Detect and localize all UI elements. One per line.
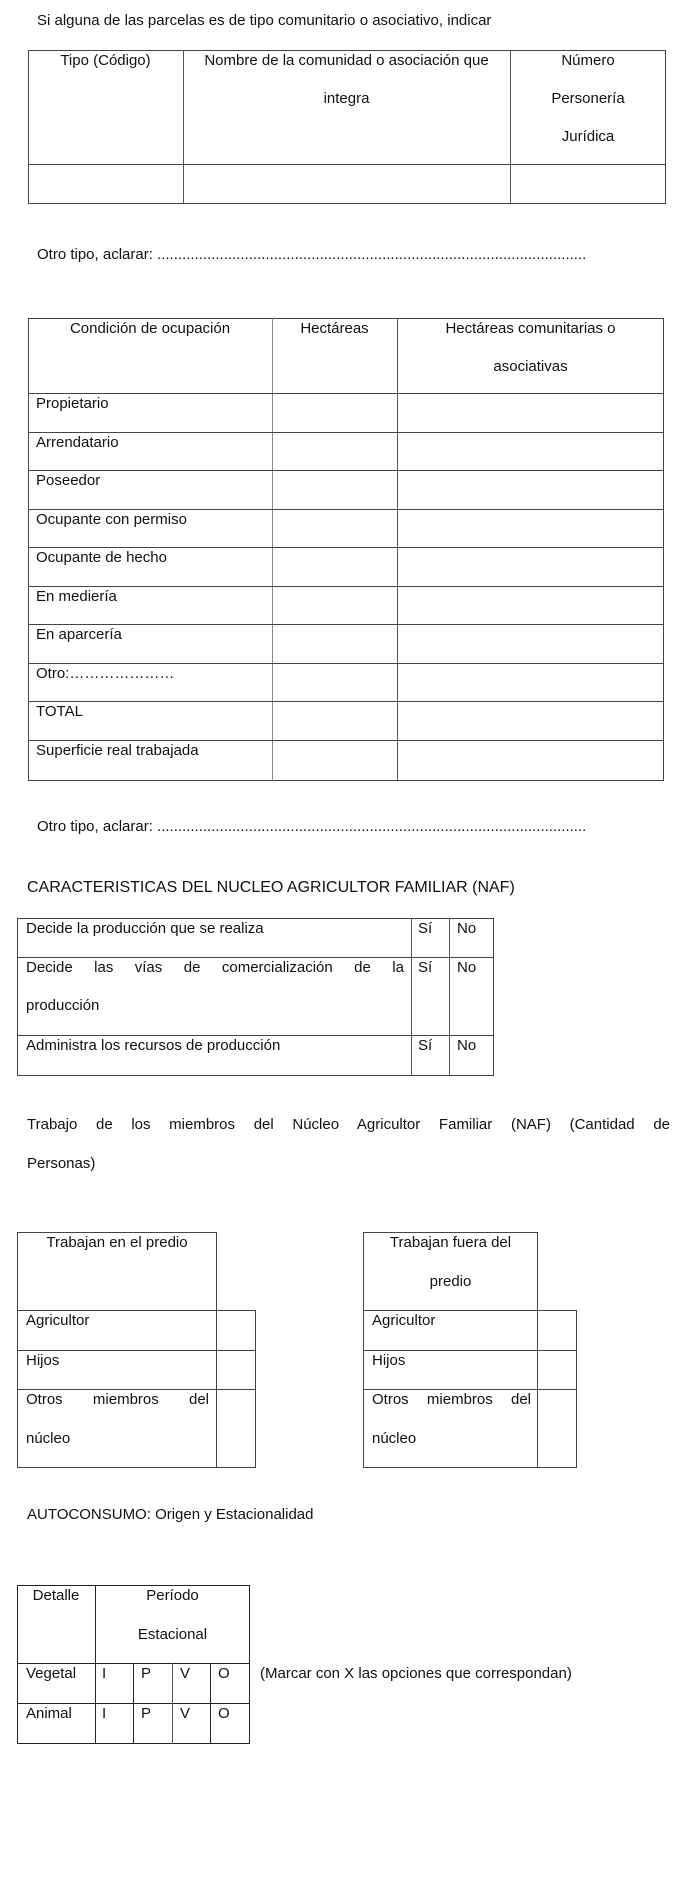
row-label-aparceria: En aparcería bbox=[36, 626, 122, 643]
row-divider bbox=[28, 547, 664, 548]
row-label-poseedor: Poseedor bbox=[36, 472, 101, 489]
col-divider bbox=[411, 918, 412, 1076]
outside-header-line1: Trabajan fuera del bbox=[389, 1234, 512, 1251]
row-label-animal: Animal bbox=[26, 1705, 72, 1722]
inside-hijos-count-input[interactable] bbox=[218, 1351, 255, 1388]
no-option[interactable]: No bbox=[457, 1037, 477, 1054]
header-periodo-line2: Estacional bbox=[137, 1626, 208, 1643]
outside-row-hijos: Hijos bbox=[372, 1352, 406, 1369]
row-label-otro[interactable]: Otro:………………… bbox=[36, 665, 175, 682]
row-divider bbox=[28, 432, 664, 433]
work-intro-line1: Trabajo de los miembros del Núcleo Agricultor Familiar (NAF) (Cantidad de bbox=[27, 1116, 670, 1133]
community-other-type[interactable]: Otro tipo, aclarar: ....................................................................................................... bbox=[37, 246, 587, 263]
inside-otros-count-input[interactable] bbox=[218, 1390, 255, 1467]
col-divider bbox=[210, 1663, 211, 1744]
row-divider bbox=[28, 586, 664, 587]
autoconsumo-title: AUTOCONSUMO: Origen y Estacionalidad bbox=[27, 1506, 314, 1523]
community-intro: Si alguna de las parcelas es de tipo comunitario o asociativo, indicar bbox=[37, 12, 492, 29]
row-label-vegetal: Vegetal bbox=[26, 1665, 77, 1682]
naf-row-decide-vias-line2: producción bbox=[26, 997, 100, 1014]
naf-row-decide-produccion: Decide la producción que se realiza bbox=[26, 920, 264, 937]
no-option[interactable]: No bbox=[457, 959, 477, 976]
row-divider bbox=[17, 957, 494, 958]
row-label-superficie: Superficie real trabajada bbox=[36, 742, 199, 759]
header-nombre-line1: Nombre de la comunidad o asociación que bbox=[204, 52, 489, 69]
outside-row-agricultor: Agricultor bbox=[372, 1312, 436, 1329]
inside-row-hijos: Hijos bbox=[26, 1352, 60, 1369]
col-divider bbox=[172, 1663, 173, 1744]
outside-header-line2: predio bbox=[429, 1273, 472, 1290]
header-nombre-line2: integra bbox=[323, 90, 370, 107]
cell-tipo-input[interactable] bbox=[29, 165, 183, 203]
row-label-arrendatario: Arrendatario bbox=[36, 434, 119, 451]
col-divider bbox=[449, 918, 450, 1076]
animal-season-primavera[interactable]: P bbox=[141, 1705, 152, 1722]
col-divider bbox=[397, 318, 398, 781]
row-divider bbox=[28, 509, 664, 510]
outside-agricultor-count-input[interactable] bbox=[539, 1311, 576, 1349]
row-divider bbox=[28, 470, 664, 471]
outside-otros-count-input[interactable] bbox=[539, 1390, 576, 1467]
row-divider bbox=[28, 393, 664, 394]
header-numero-line1: Número bbox=[561, 52, 615, 69]
vegetal-season-primavera[interactable]: P bbox=[141, 1665, 152, 1682]
row-label-total: TOTAL bbox=[36, 703, 83, 720]
row-divider bbox=[17, 1035, 494, 1036]
header-comunitarias-line2: asociativas bbox=[493, 358, 568, 375]
animal-season-otono[interactable]: O bbox=[218, 1705, 230, 1722]
outside-hijos-count-input[interactable] bbox=[539, 1351, 576, 1388]
cell-numero-input[interactable] bbox=[511, 165, 666, 203]
outside-row-otros-line2: núcleo bbox=[372, 1430, 417, 1447]
naf-row-administra: Administra los recursos de producción bbox=[26, 1037, 281, 1054]
vegetal-season-invierno[interactable]: I bbox=[102, 1665, 107, 1682]
work-intro-line2: Personas) bbox=[27, 1155, 96, 1172]
col-divider bbox=[272, 318, 273, 781]
vegetal-season-otono[interactable]: O bbox=[218, 1665, 230, 1682]
row-label-propietario: Propietario bbox=[36, 395, 109, 412]
header-periodo-line1: Período bbox=[146, 1587, 199, 1604]
row-divider bbox=[28, 701, 664, 702]
naf-row-decide-vias-line1: Decide las vías de comercialización de la bbox=[26, 959, 404, 976]
header-condicion: Condición de ocupación bbox=[69, 320, 231, 337]
header-comunitarias-line1: Hectáreas comunitarias o bbox=[445, 320, 616, 337]
outside-row-otros-line1: Otros miembros del bbox=[372, 1391, 531, 1408]
inside-row-otros-line2: núcleo bbox=[26, 1430, 71, 1447]
inside-agricultor-count-input[interactable] bbox=[218, 1311, 255, 1349]
row-label-ocupante-permiso: Ocupante con permiso bbox=[36, 511, 187, 528]
row-label-medieria: En mediería bbox=[36, 588, 117, 605]
row-divider bbox=[28, 663, 664, 664]
header-detalle: Detalle bbox=[32, 1587, 80, 1604]
header-numero-line3: Jurídica bbox=[561, 128, 615, 145]
vegetal-season-verano[interactable]: V bbox=[180, 1665, 191, 1682]
autoconsumo-note: (Marcar con X las opciones que correspondan) bbox=[260, 1665, 572, 1682]
occupation-other-type[interactable]: Otro tipo, aclarar: ....................................................................................................... bbox=[37, 818, 587, 835]
row-divider bbox=[28, 624, 664, 625]
animal-season-verano[interactable]: V bbox=[180, 1705, 191, 1722]
inside-row-agricultor: Agricultor bbox=[26, 1312, 90, 1329]
header-hectareas: Hectáreas bbox=[300, 320, 369, 337]
animal-season-invierno[interactable]: I bbox=[102, 1705, 107, 1722]
yes-option[interactable]: Sí bbox=[418, 959, 433, 976]
yes-option[interactable]: Sí bbox=[418, 920, 433, 937]
row-label-ocupante-hecho: Ocupante de hecho bbox=[36, 549, 167, 566]
yes-option[interactable]: Sí bbox=[418, 1037, 433, 1054]
col-divider bbox=[95, 1585, 96, 1744]
header-numero-line2: Personería bbox=[551, 90, 625, 107]
inside-row-otros-line1: Otros miembros del bbox=[26, 1391, 209, 1408]
no-option[interactable]: No bbox=[457, 920, 477, 937]
row-divider bbox=[28, 740, 664, 741]
inside-header: Trabajan en el predio bbox=[46, 1234, 188, 1251]
col-divider bbox=[133, 1663, 134, 1744]
naf-title: CARACTERISTICAS DEL NUCLEO AGRICULTOR FAMILIAR (NAF) bbox=[27, 879, 515, 896]
cell-nombre-input[interactable] bbox=[184, 165, 510, 203]
header-tipo: Tipo (Código) bbox=[60, 52, 151, 69]
